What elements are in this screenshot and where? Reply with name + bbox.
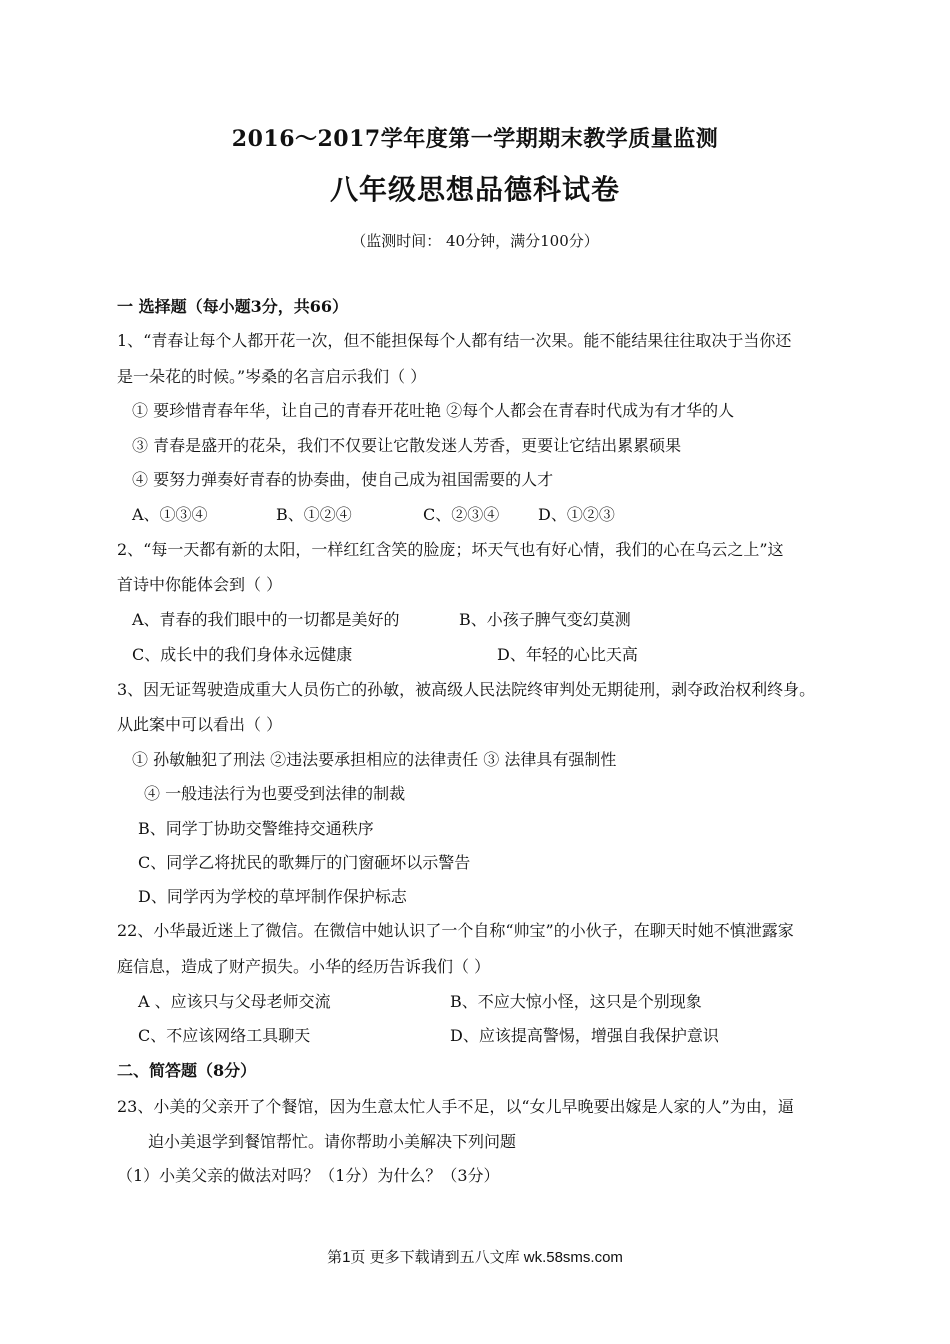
q22-option-c: C、不应该网络工具聊天 xyxy=(138,1026,311,1045)
q3-item-4: ④ 一般违法行为也要受到法律的制裁 xyxy=(144,784,406,803)
q1-stem-line1: 1、“青春让每个人都开花一次，但不能担保每个人都有结一次果。能不能结果往往取决于当你还 xyxy=(117,331,792,350)
q1-item-4: ④ 要努力弹奏好青春的协奏曲，使自己成为祖国需要的人才 xyxy=(132,470,554,489)
q3-option-d: D、同学丙为学校的草坪制作保护标志 xyxy=(138,887,407,906)
q3-stem-line1: 3、因无证驾驶造成重大人员伤亡的孙敏，被高级人民法院终审判处无期徒刑，剥夺政治权利终身。 xyxy=(117,680,816,699)
q1-option-b: B、①②④ xyxy=(276,505,352,524)
q3-option-b: B、同学丁协助交警维持交通秩序 xyxy=(138,819,374,838)
q23-stem-line1: 23、小美的父亲开了个餐馆，因为生意太忙人手不足，以“女儿早晚要出嫁是人家的人”为由，逼 xyxy=(117,1097,794,1116)
q22-stem-line2: 庭信息，造成了财产损失。小华的经历告诉我们（ ） xyxy=(117,957,491,976)
q23-subquestion-1: （1）小美父亲的做法对吗？（1分）为什么？（3分） xyxy=(117,1166,500,1185)
q3-items-1-3: ① 孙敏触犯了刑法 ②违法要承担相应的法律责任 ③ 法律具有强制性 xyxy=(132,750,617,769)
q2-option-a: A、青春的我们眼中的一切都是美好的 xyxy=(132,610,400,629)
q2-stem-line1: 2、“每一天都有新的太阳，一样红红含笑的脸庞；坏天气也有好心情，我们的心在乌云之上”这 xyxy=(117,540,784,559)
q22-option-b: B、不应大惊小怪，这只是个别现象 xyxy=(450,992,702,1011)
q22-option-d: D、应该提高警惕，增强自我保护意识 xyxy=(450,1026,719,1045)
q2-stem-line2: 首诗中你能体会到（ ） xyxy=(117,575,283,594)
q2-option-d: D、年轻的心比天高 xyxy=(497,645,638,664)
exam-title: 2016～2017学年度第一学期期末教学质量监测 xyxy=(231,126,719,152)
q23-stem-line2: 迫小美退学到餐馆帮忙。请你帮助小美解决下列问题 xyxy=(148,1132,517,1151)
q1-option-a: A、①③④ xyxy=(132,505,208,524)
q2-option-c: C、成长中的我们身体永远健康 xyxy=(132,645,353,664)
q1-option-d: D、①②③ xyxy=(538,505,615,524)
q22-option-a: A 、应该只与父母老师交流 xyxy=(138,992,331,1011)
q1-item-3: ③ 青春是盛开的花朵，我们不仅要让它散发迷人芳香，更要让它结出累累硕果 xyxy=(132,436,682,455)
q1-items-1-2: ① 要珍惜青春年华，让自己的青春开花吐艳 ②每个人都会在青春时代成为有才华的人 xyxy=(132,401,735,420)
q3-option-c: C、同学乙将扰民的歌舞厅的门窗砸坏以示警告 xyxy=(138,853,471,872)
section-2-heading: 二、简答题（8分） xyxy=(117,1061,257,1080)
exam-subject-title: 八年级思想品德科试卷 xyxy=(329,173,620,206)
q2-option-b: B、小孩子脾气变幻莫测 xyxy=(459,610,631,629)
q3-stem-line2: 从此案中可以看出（ ） xyxy=(117,715,283,734)
q1-stem-line2: 是一朵花的时候。”岑桑的名言启示我们（ ） xyxy=(117,367,427,386)
page-footer: 第1页 更多下载请到五八文库 wk.58sms.com xyxy=(327,1249,623,1266)
q1-option-c: C、②③④ xyxy=(423,505,500,524)
q22-stem-line1: 22、小华最近迷上了微信。在微信中她认识了一个自称“帅宝”的小伙子，在聊天时她不慎泄露家 xyxy=(117,921,794,940)
section-1-heading: 一 选择题（每小题3分，共66） xyxy=(117,297,348,316)
exam-time-info: （监测时间： 40分钟，满分100分） xyxy=(351,232,599,250)
